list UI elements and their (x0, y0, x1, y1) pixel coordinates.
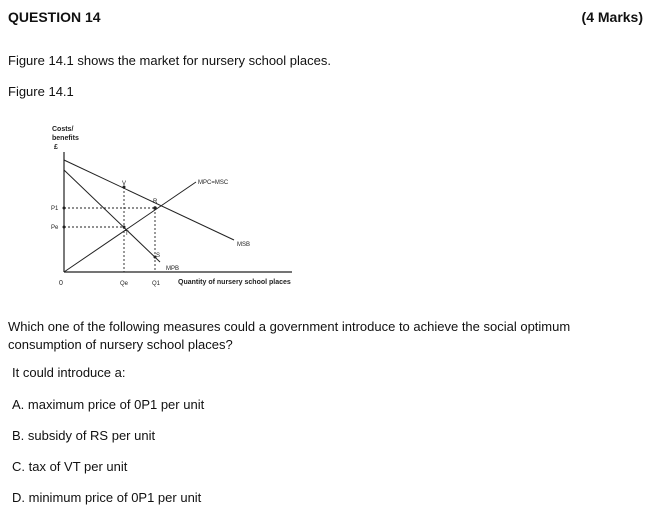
p1-label: P1 (51, 206, 59, 212)
question-title: QUESTION 14 (8, 9, 101, 25)
origin-label: 0 (59, 280, 63, 287)
q1-label: Q1 (152, 281, 161, 287)
point-r-marker (153, 206, 157, 210)
point-t-marker (123, 226, 126, 229)
y-axis-label-2: benefits (52, 135, 79, 142)
mpc-msc-label: MPC=MSC (198, 180, 229, 186)
option-b: B. subsidy of RS per unit (12, 428, 156, 443)
option-c: C. tax of VT per unit (12, 459, 128, 474)
r-label: R (153, 199, 158, 205)
s-label: S (156, 253, 161, 259)
question-text: Which one of the following measures could a government introduce to achieve the social optimum consumption of nursery school places? (8, 319, 571, 352)
qe-label: Qe (120, 281, 129, 287)
point-pe-marker (63, 226, 66, 229)
option-a: A. maximum price of 0P1 per unit (12, 397, 205, 412)
option-d: D. minimum price of 0P1 per unit (12, 490, 202, 505)
mpc-msc-curve (64, 182, 196, 272)
msb-curve (64, 160, 234, 240)
y-axis-label-1: Costs/ (52, 126, 74, 133)
point-p1-marker (63, 207, 66, 210)
figure-label: Figure 14.1 (8, 84, 74, 99)
msb-label: MSB (237, 242, 251, 248)
x-axis-label: Quantity of nursery school places (178, 279, 291, 286)
pe-label: Pe (51, 225, 59, 231)
intro-text: Figure 14.1 shows the market for nursery school places. (8, 53, 331, 68)
marks-label: (4 Marks) (581, 9, 643, 25)
t-label: T (125, 231, 129, 237)
mpb-label: MPB (166, 266, 180, 272)
v-label: V (122, 181, 127, 187)
lead-text: It could introduce a: (12, 365, 126, 380)
y-axis-unit: £ (54, 144, 58, 151)
